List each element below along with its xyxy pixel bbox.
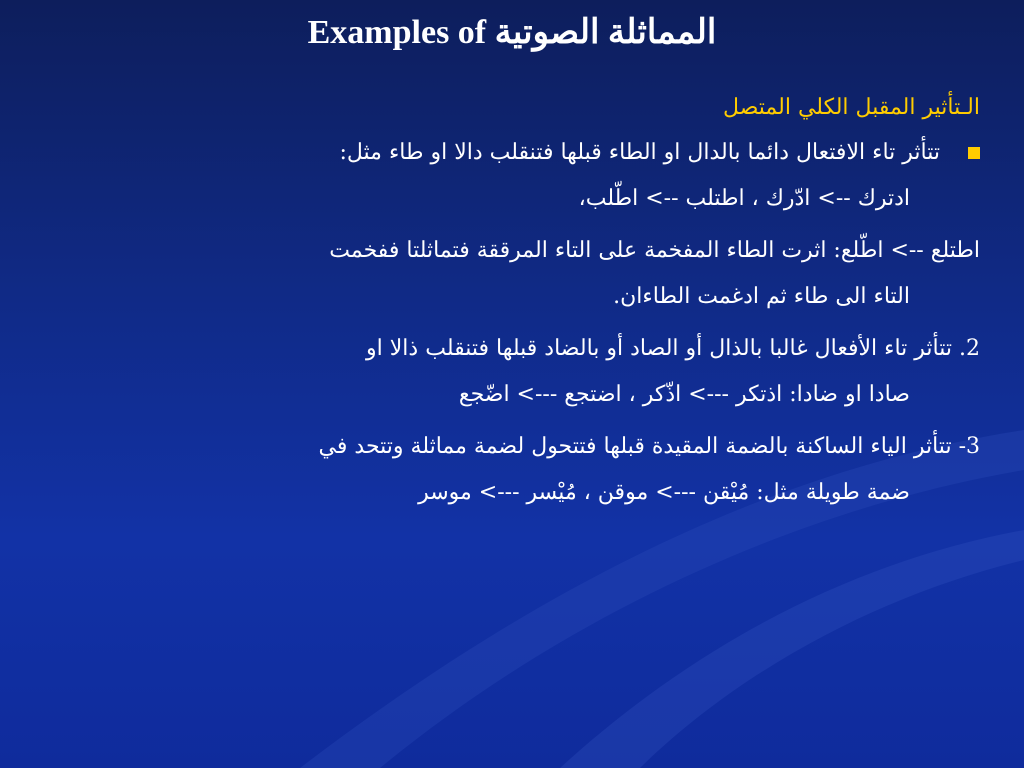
paragraph-4 <box>60 424 980 516</box>
square-bullet-icon <box>968 147 980 159</box>
paragraph-3-line1: 2. تتأثر تاء الأفعال غالبا بالذال أو الصاد أو بالضاد قبلها فتنقلب ذالا او <box>366 336 980 361</box>
paragraph-4-line2: ضمة طويلة مثل: مُيْقن ---> موقن ، مُيْسر ---> موسر <box>418 480 910 505</box>
paragraph-4-line1: 3- تتأثر الياء الساكنة بالضمة المقيدة قبلها فتتحول لضمة مماثلة وتتحد في <box>318 434 980 459</box>
paragraph-1-line1: تتأثر تاء الافتعال دائما بالدال او الطاء قبلها فتنقلب دالا او طاء مثل: <box>339 140 940 165</box>
slide-title: Examples of المماثلة الصوتية <box>307 14 717 51</box>
paragraph-1-line2: ادترك --> ادّرك ، اطتلب --> اطّلب، <box>578 186 910 211</box>
paragraph-1 <box>60 130 980 222</box>
paragraph-2-line1: اطتلع --> اطّلع: اثرت الطاء المفخمة على التاء المرققة فتماثلتا ففخمت <box>329 238 980 263</box>
paragraph-2-line2: التاء الى طاء ثم ادغمت الطاءان. <box>613 284 910 309</box>
slide-content <box>60 88 980 516</box>
paragraph-2 <box>60 228 980 320</box>
paragraph-3 <box>60 326 980 418</box>
subheading: الـتأثير المقبل الكلي المتصل <box>723 95 980 120</box>
paragraph-3-line2: صادا او ضادا: اذتكر ---> اذّكر ، اضتجع ---> اضّجع <box>458 382 910 407</box>
